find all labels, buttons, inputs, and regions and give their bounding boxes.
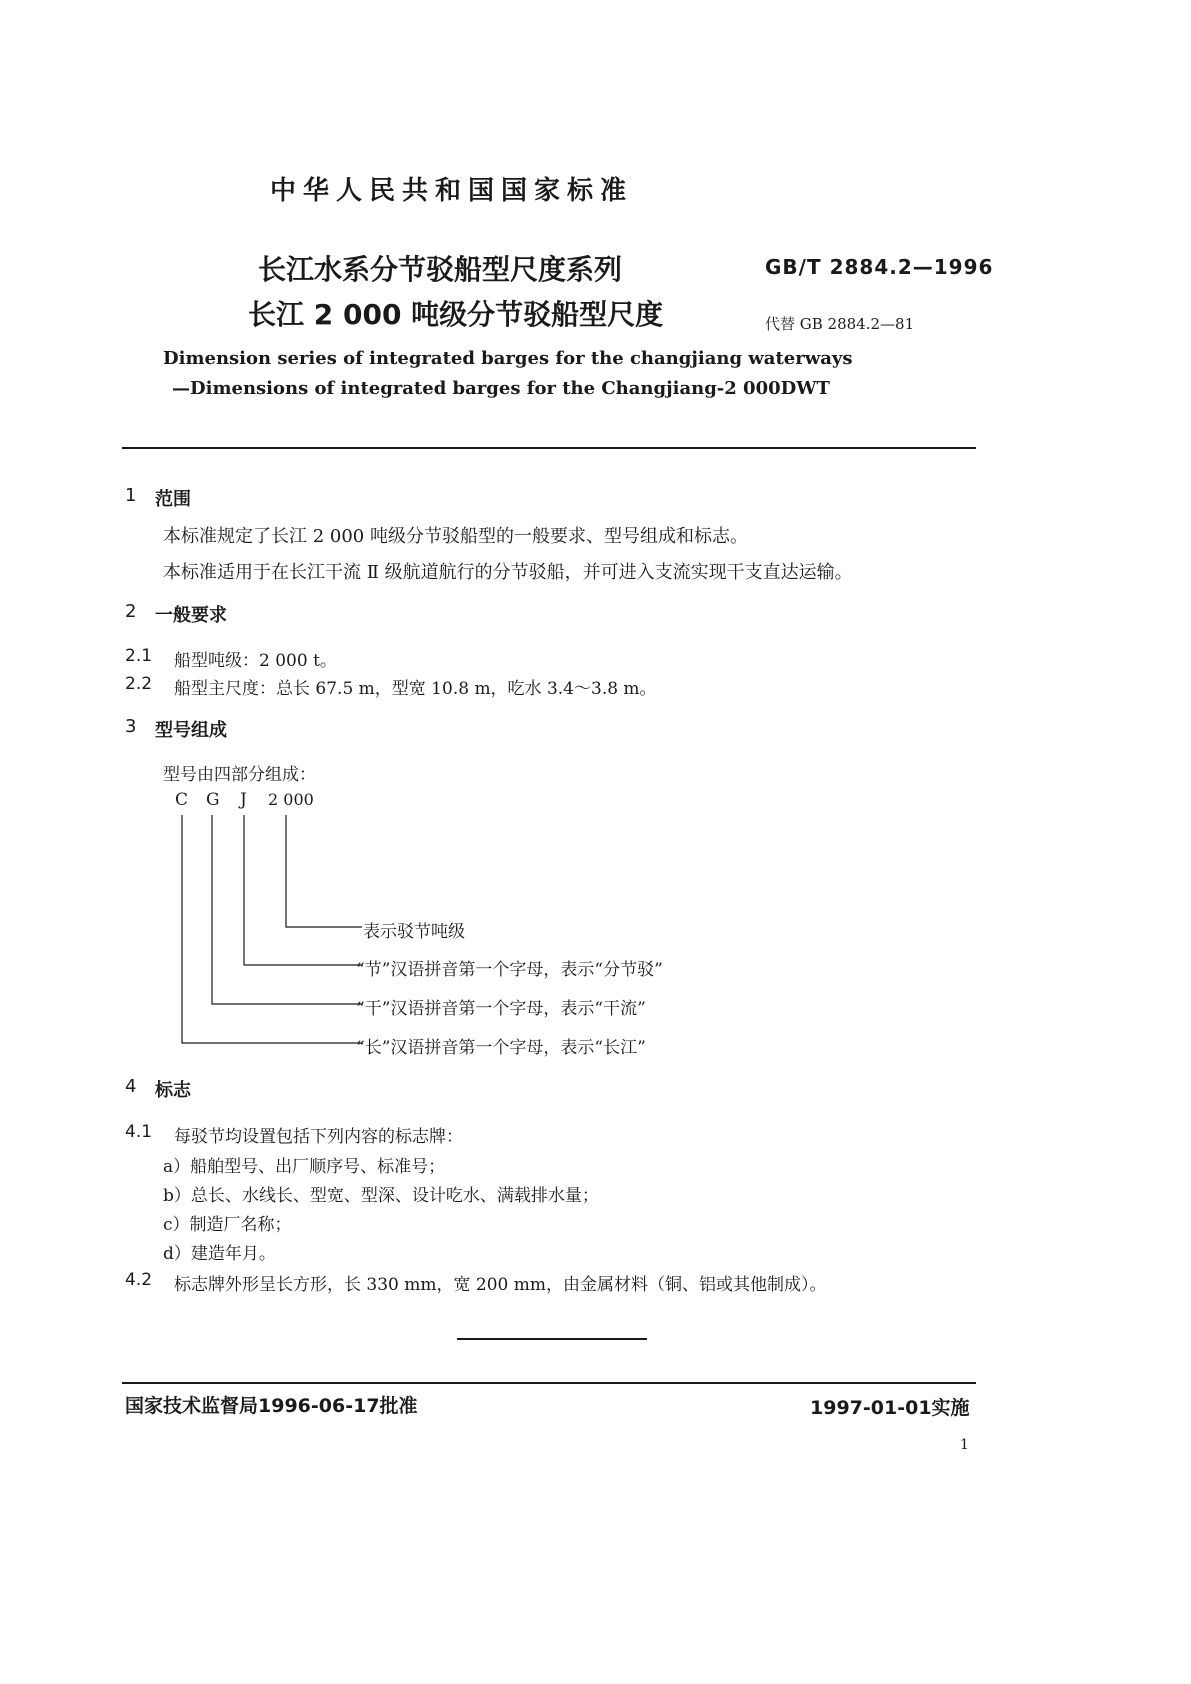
connector-tonnage <box>286 815 362 927</box>
section-4-heading: 标志 <box>155 1080 191 1101</box>
desc-g: “干”汉语拼音第一个字母，表示“干流” <box>356 999 646 1019</box>
approval-date: 国家技术监督局1996-06-17批准 <box>125 1395 418 1417</box>
footer-divider <box>122 1382 976 1384</box>
org-title: 中华人民共和国国家标准 <box>270 176 634 206</box>
list-item: b）总长、水线长、型宽、型深、设计吃水、满载排水量； <box>163 1186 599 1206</box>
model-intro: 型号由四部分组成： <box>163 765 316 785</box>
clause-4-2-number: 4.2 <box>125 1270 153 1290</box>
section-3-number: 3 <box>125 716 137 737</box>
english-title-line2: —Dimensions of integrated barges for the Changjiang-2 000DWT <box>172 378 830 399</box>
section-4-number: 4 <box>125 1076 137 1097</box>
connector-j <box>244 815 362 965</box>
connector-c <box>182 815 362 1043</box>
desc-j: “节”汉语拼音第一个字母，表示“分节驳” <box>356 960 663 980</box>
page-number: 1 <box>960 1437 969 1453</box>
list-item: c）制造厂名称； <box>163 1215 292 1235</box>
code-tonnage: 2 000 <box>268 790 314 809</box>
doc-title-line2: 长江 2 000 吨级分节驳船型尺度 <box>248 298 664 331</box>
section-1-number: 1 <box>125 485 137 506</box>
list-item: d）建造年月。 <box>163 1244 276 1264</box>
end-mark <box>457 1338 647 1340</box>
clause-4-2-text: 标志牌外形呈长方形，长 330 mm，宽 200 mm，由金属材料（铜、铝或其他制成）。 <box>174 1275 827 1295</box>
clause-2-2-number: 2.2 <box>125 674 153 694</box>
clause-2-2-text: 船型主尺度：总长 67.5 m，型宽 10.8 m，吃水 3.4～3.8 m。 <box>174 679 657 699</box>
list-item: a）船舶型号、出厂顺序号、标准号； <box>163 1157 446 1177</box>
clause-2-1-number: 2.1 <box>125 646 153 666</box>
header-divider <box>122 447 976 449</box>
section-1-paragraph-1: 本标准规定了长江 2 000 吨级分节驳船型的一般要求、型号组成和标志。 <box>163 526 748 547</box>
clause-2-1-text: 船型吨级：2 000 t。 <box>174 651 337 671</box>
doc-title-line1: 长江水系分节驳船型尺度系列 <box>258 253 623 286</box>
standard-code: GB/T 2884.2—1996 <box>765 255 994 279</box>
desc-c: “长”汉语拼音第一个字母，表示“长江” <box>356 1038 646 1058</box>
code-letter-c: C <box>175 790 189 810</box>
desc-tonnage: 表示驳节吨级 <box>363 922 465 942</box>
clause-4-1-text: 每驳节均设置包括下列内容的标志牌： <box>174 1127 463 1147</box>
replaces-note: 代替 GB 2884.2—81 <box>765 315 915 333</box>
section-2-number: 2 <box>125 601 137 622</box>
section-1-paragraph-2: 本标准适用于在长江干流 Ⅱ 级航道航行的分节驳船，并可进入支流实现干支直达运输。 <box>163 562 853 583</box>
connector-g <box>212 815 362 1004</box>
code-letter-j: J <box>240 790 247 810</box>
english-title-line1: Dimension series of integrated barges for the changjiang waterways <box>163 348 853 369</box>
code-letter-g: G <box>206 790 220 810</box>
section-3-heading: 型号组成 <box>155 720 227 741</box>
section-1-heading: 范围 <box>155 489 191 510</box>
effective-date: 1997-01-01实施 <box>810 1397 970 1419</box>
clause-4-1-number: 4.1 <box>125 1122 153 1142</box>
section-2-heading: 一般要求 <box>155 605 227 626</box>
